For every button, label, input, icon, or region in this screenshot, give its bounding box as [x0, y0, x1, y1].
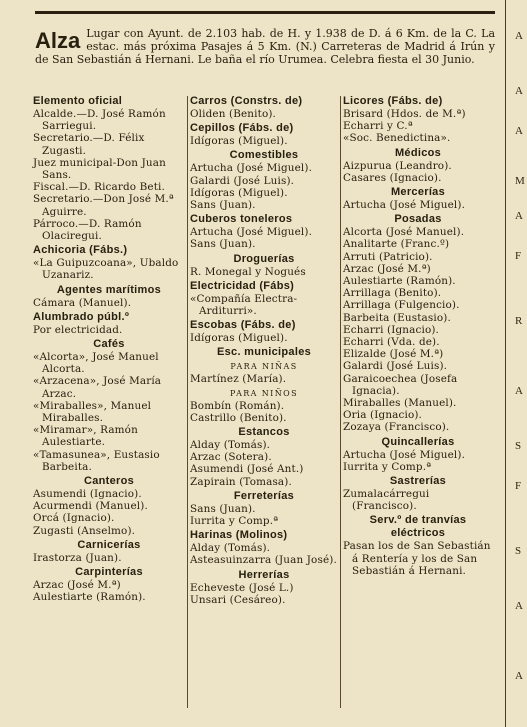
section-heading: Alumbrado públ.º [33, 310, 130, 323]
listing-entry: Idígoras (Miguel). [190, 332, 288, 345]
section-heading: Quincallerías [381, 435, 455, 448]
directory-section [343, 147, 493, 184]
margin-fragment: M [515, 175, 525, 187]
margin-fragment: A [515, 125, 523, 137]
margin-fragment: A [515, 670, 523, 682]
directory-section [190, 253, 338, 278]
section-heading: Sastrerías [389, 475, 447, 488]
listing-entry: «Alcorta», José Manuel Alcorta. [33, 351, 159, 376]
listing-entry: Pasan los de San Sebastián á Rentería y los de San Sebastián á Hernani. [343, 540, 491, 577]
listing-entry: Barbeita (Eustasio). [343, 311, 451, 324]
section-heading: Harinas (Molinos) [190, 529, 288, 542]
listing-entry: Aulestiarte (Ramón). [33, 591, 146, 604]
listing-entry: Arzac (José M.ª) [343, 262, 431, 275]
listing-entry: Arzac (Sotera). [190, 451, 272, 464]
listing-entry: Arrillaga (Fulgencio). [343, 299, 460, 312]
section-heading: Esc. municipales [216, 346, 312, 359]
column-1 [33, 95, 185, 606]
listing-entry: Secretario.—Don José M.ª Aguirre. [33, 193, 174, 218]
section-heading: Mercerías [390, 186, 446, 199]
listing-entry: Orcá (Ignacio). [33, 512, 115, 525]
listing-entry: Por electricidad. [33, 323, 123, 336]
listing-entry: Alcalde.—D. José Ramón Sarriegui. [33, 108, 166, 133]
section-heading: Cuberos toneleros [190, 213, 293, 226]
directory-section [190, 569, 338, 606]
margin-fragment: S [515, 545, 522, 557]
section-heading: Electricidad (Fábs) [190, 279, 295, 292]
listing-entry: Elizalde (José M.ª) [343, 348, 444, 361]
directory-section [343, 436, 493, 473]
section-heading: Cafés [93, 338, 125, 351]
listing-entry: «Miramar», Ramón Aulestiarte. [33, 424, 138, 449]
directory-section [33, 338, 185, 473]
listing-entry: Alday (Tomás). [190, 542, 271, 555]
column-2 [190, 95, 338, 608]
section-heading: Achicoria (Fábs.) [33, 244, 128, 257]
listing-entry: Brisard (Hdos. de M.ª) [343, 108, 466, 120]
margin-fragment: F [515, 250, 522, 262]
directory-section [343, 514, 493, 577]
listing-entry: Arzac (José M.ª) [33, 579, 121, 592]
listing-entry: Idígoras (Miguel). [190, 186, 288, 199]
listing-entry: Sans (Juan). [190, 199, 256, 212]
section-heading: Carnicerías [77, 538, 141, 551]
listing-entry: Iurrita y Comp.ª [343, 460, 432, 473]
listing-entry: Asumendi (José Ant.) [190, 463, 304, 476]
listing-entry: Asteasuinzarra (Juan José). [190, 554, 337, 567]
margin-fragment: A [515, 30, 523, 42]
listing-entry: Idígoras (Miguel). [190, 135, 288, 148]
section-heading: Ferreterías [233, 489, 295, 502]
listing-entry: Juez municipal-Don Juan Sans. [33, 156, 166, 182]
column-divider [340, 96, 341, 708]
listing-entry: Zozaya (Francisco). [343, 421, 450, 434]
listing-entry: Echarri (Vda. de). [343, 336, 440, 349]
listing-entry: Echeveste (José L.) [190, 581, 294, 594]
listing-entry: «Compañía Electra-Arditurri». [190, 292, 298, 318]
section-heading: Estancos [238, 426, 290, 439]
listing-entry: Acurmendi (Manuel). [33, 500, 148, 513]
listing-entry: R. Monegal y Nogués [190, 265, 306, 278]
section-subheading: PARA NIÑOS [230, 388, 298, 398]
listing-entry: Zumalacárregui (Francisco). [343, 488, 430, 513]
listing-entry: Artucha (José Miguel). [190, 162, 313, 175]
listing-entry: Martínez (María). [190, 373, 287, 386]
listing-entry: Párroco.—D. Ramón Olaciregui. [33, 217, 142, 243]
directory-section [343, 475, 493, 512]
listing-entry: Aizpurua (Leandro). [343, 159, 452, 172]
listing-entry: Sans (Juan). [190, 238, 256, 251]
section-heading: Licores (Fábs. de) [343, 95, 443, 107]
listing-entry: Echarri (Ignacio). [343, 323, 440, 336]
directory-section [33, 566, 185, 603]
listing-entry: Oliden (Benito). [190, 108, 277, 120]
directory-section [190, 213, 338, 250]
listing-entry: Alcorta (José Manuel). [343, 226, 465, 239]
listing-entry: Artucha (José Miguel). [343, 448, 466, 461]
directory-section [190, 346, 338, 424]
margin-fragment: A [515, 210, 523, 222]
listing-entry: Cámara (Manuel). [33, 296, 132, 309]
directory-section [190, 529, 338, 566]
margin-fragment: A [515, 385, 523, 397]
listing-entry: Artucha (José Miguel). [343, 199, 466, 212]
town-header [35, 27, 495, 66]
directory-section [190, 149, 338, 211]
section-heading: Elemento oficial [33, 95, 123, 107]
directory-section [343, 186, 493, 211]
listing-entry: Oria (Ignacio). [343, 409, 423, 422]
directory-section [190, 319, 338, 344]
listing-entry: Asumendi (Ignacio). [33, 488, 142, 501]
margin-fragment: A [515, 600, 523, 612]
section-heading: Carros (Constrs. de) [190, 95, 303, 107]
listing-entry: Arruti (Patricio). [343, 250, 433, 263]
listing-entry: Alday (Tomás). [190, 439, 271, 452]
section-heading: Escobas (Fábs. de) [190, 319, 296, 332]
column-divider [187, 96, 188, 708]
section-heading: Agentes marítimos [56, 283, 162, 296]
listing-entry: Sans (Juan). [190, 502, 256, 515]
listing-entry: Iurrita y Comp.ª [190, 515, 279, 528]
column-3 [343, 95, 493, 579]
section-heading: Carpinterías [75, 566, 143, 579]
listing-entry: «Miraballes», Manuel Miraballes. [33, 399, 152, 425]
section-heading: Canteros [83, 475, 135, 488]
directory-section [343, 95, 493, 145]
listing-entry: Casares (Ignacio). [343, 171, 442, 184]
margin-fragment: F [515, 480, 522, 492]
listing-entry: Aulestiarte (Ramón). [343, 275, 456, 288]
listing-entry: Castrillo (Benito). [190, 411, 287, 424]
listing-entry: Fiscal.—D. Ricardo Beti. [33, 181, 165, 194]
directory-section [33, 95, 185, 242]
section-heading: Posadas [394, 213, 442, 226]
margin-fragment: A [515, 85, 523, 97]
town-name: Alza [35, 28, 81, 53]
listing-entry: «La Guipuzcoana», Ubaldo Uzanariz. [33, 257, 179, 282]
top-rule [35, 11, 495, 14]
directory-section [190, 122, 338, 147]
listing-entry: Analitarte (Franc.º) [343, 238, 450, 251]
listing-entry: Secretario.—D. Félix Zugasti. [33, 132, 145, 157]
listing-entry: Galardi (José Luis). [343, 360, 448, 373]
directory-section [33, 284, 185, 309]
directory-section [190, 426, 338, 488]
section-heading: Droguerías [233, 252, 295, 265]
listing-entry: Garaicoechea (Josefa Ignacia). [343, 372, 458, 397]
margin-fragment: R [515, 315, 523, 327]
section-subheading: PARA NIÑAS [230, 362, 298, 372]
directory-section [33, 311, 185, 336]
town-description: Lugar con Ayunt. de 2.103 hab. de H. y 1.938 de D. á 6 Km. de la C. La estac. más próxima Pasajes á 5 Km. (N.) Carreteras de Madrid á Irún y de San Sebastián á Hernani. Le baña el río Urumea. Celebra fiesta el 30 Junio. [35, 27, 495, 66]
directory-section [33, 475, 185, 537]
listing-entry: Artucha (José Miguel). [190, 226, 313, 239]
directory-section [190, 280, 338, 317]
listing-entry: Echarri y C.ª [343, 120, 413, 133]
section-heading: Serv.º de tranvías eléctricos [369, 514, 467, 540]
margin-fragment: S [515, 440, 522, 452]
listing-entry: Galardi (José Luis). [190, 174, 295, 187]
listing-entry: Zapirain (Tomasa). [190, 475, 292, 488]
directory-section [33, 539, 185, 564]
section-heading: Herrerías [238, 568, 290, 581]
directory-section [190, 95, 338, 120]
directory-section [33, 244, 185, 281]
listing-entry: «Tamasunea», Eustasio Barbeita. [33, 448, 160, 473]
listing-entry: Zugasti (Anselmo). [33, 524, 136, 537]
listing-entry: «Arzacena», José María Arzac. [33, 375, 162, 400]
listing-entry: Irastorza (Juan). [33, 551, 122, 564]
margin-rule [505, 0, 527, 727]
listing-entry: Miraballes (Manuel). [343, 397, 457, 410]
listing-entry: Arrillaga (Benito). [343, 287, 442, 300]
section-heading: Comestibles [229, 149, 299, 162]
listing-entry: Unsari (Cesáreo). [190, 593, 286, 606]
section-heading: Cepillos (Fábs. de) [190, 122, 294, 135]
section-heading: Médicos [394, 146, 442, 159]
listing-entry: «Soc. Benedictina». [343, 132, 451, 145]
listing-entry: Bombín (Román). [190, 399, 285, 412]
directory-section [190, 490, 338, 527]
directory-section [343, 213, 493, 433]
